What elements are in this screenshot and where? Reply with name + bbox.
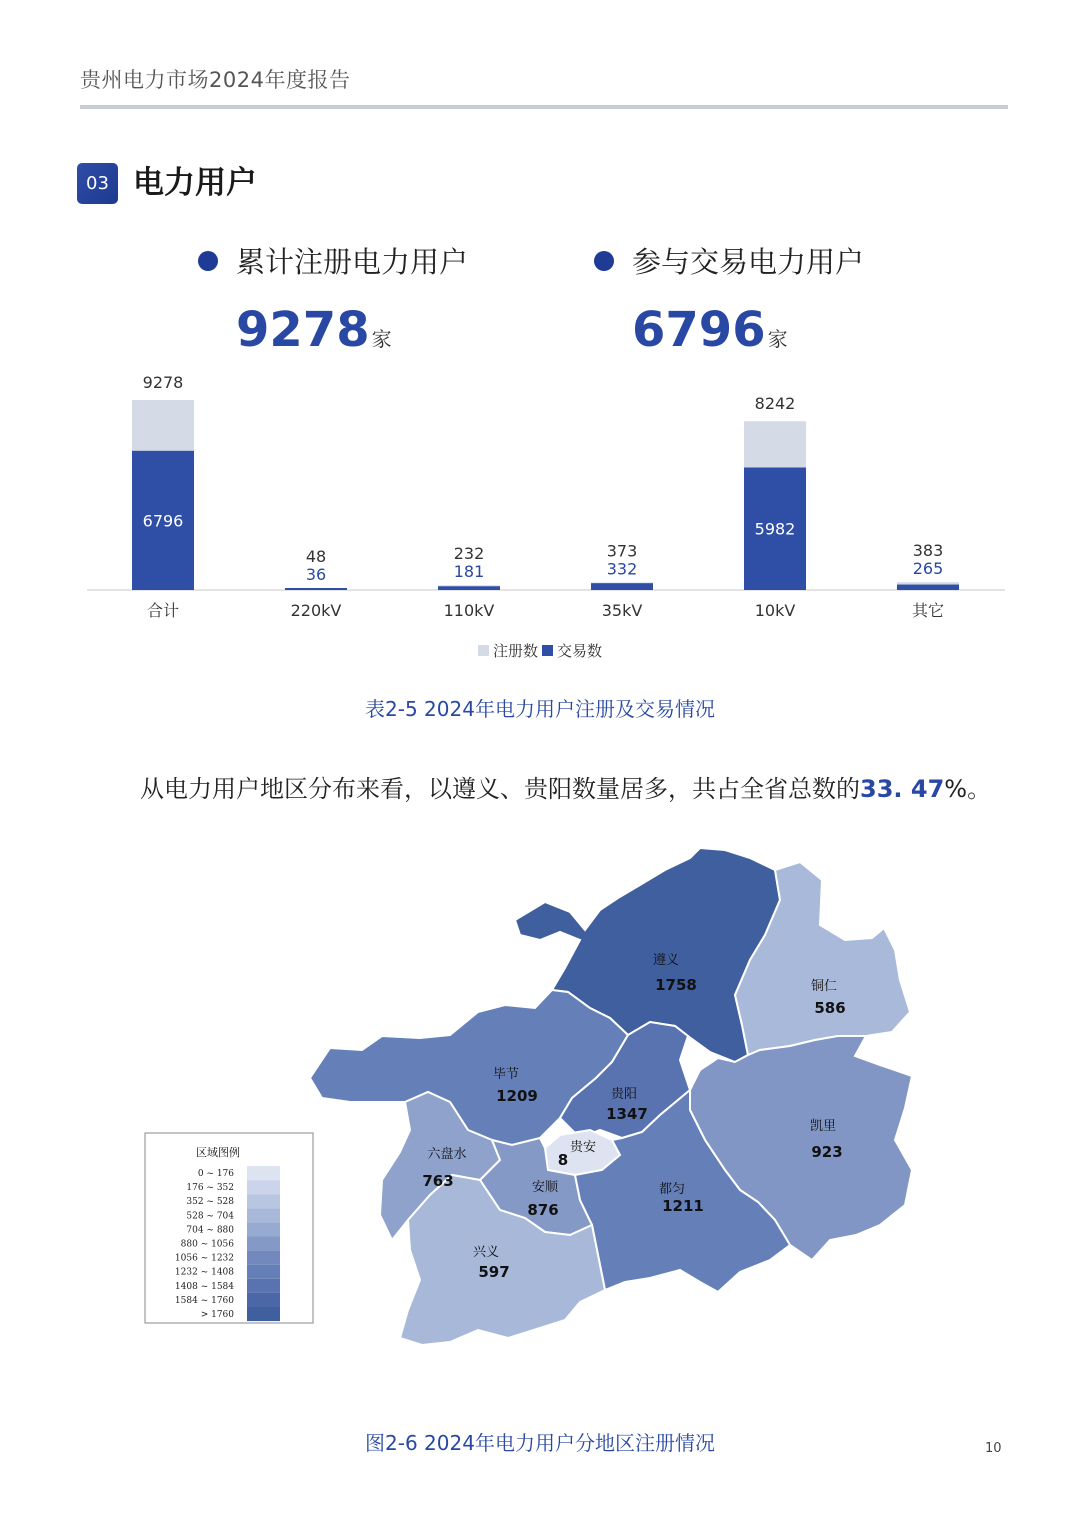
paragraph-highlight: 33. 47: [860, 775, 945, 803]
kpi-trading-label: 参与交易电力用户: [632, 245, 865, 279]
data-label-traded: 5982: [754, 519, 796, 539]
map-legend-range: 704 ~ 880: [186, 1225, 234, 1236]
map-legend-range: 352 ~ 528: [186, 1197, 234, 1208]
page-number: 10: [985, 1441, 1002, 1456]
map-label-zunyi-name: 遵义: [652, 953, 680, 968]
category-label: 合计: [146, 601, 180, 620]
section-number-badge: 03: [77, 163, 118, 204]
map-label-zunyi-value: 1758: [655, 976, 697, 994]
map-label-anshun-value: 876: [527, 1201, 559, 1219]
map-legend-swatch: [247, 1237, 280, 1251]
distribution-paragraph: [140, 773, 991, 805]
map-label-duyun-value: 1211: [662, 1197, 704, 1215]
map-label-guian-name: 贵安: [569, 1140, 597, 1155]
header-divider: [80, 105, 1008, 109]
kpi-registered-value: [236, 302, 392, 367]
paragraph-tail: %。: [944, 775, 992, 803]
kpi-registered-unit: 家: [371, 327, 392, 351]
map-label-xingyi-name: 兴义: [472, 1245, 500, 1260]
map-legend-swatch: [247, 1293, 280, 1307]
chart-legend: [478, 640, 602, 661]
data-label-traded: 181: [453, 562, 485, 582]
map-legend-swatch: [247, 1180, 280, 1194]
map-label-xingyi-value: 597: [478, 1263, 510, 1281]
kpi-registered-label: 累计注册电力用户: [236, 245, 469, 279]
chart-caption: 表2-5 2024年电力用户注册及交易情况: [365, 697, 715, 721]
map-label-duyun-name: 都匀: [658, 1182, 686, 1197]
bar-chart: [0, 360, 1080, 640]
data-label-registered: 9278: [142, 373, 184, 392]
map-label-bijie-value: 1209: [496, 1087, 538, 1105]
map-caption: 图2-6 2024年电力用户分地区注册情况: [365, 1431, 715, 1455]
map-label-tongren-value: 586: [814, 999, 846, 1017]
map-legend-swatch: [247, 1307, 280, 1321]
data-label-registered: 8242: [754, 394, 796, 414]
map-label-bijie-name: 毕节: [492, 1067, 520, 1082]
map-label-liupanshui-value: 763: [422, 1172, 454, 1190]
kpi-bullet-icon: [594, 251, 614, 271]
map-legend-range: 1056 ~ 1232: [174, 1253, 234, 1264]
map-legend-swatch: [247, 1208, 280, 1222]
section-title: 电力用户: [133, 165, 257, 201]
map-label-anshun-name: 安顺: [531, 1180, 559, 1195]
bar-traded: [438, 586, 500, 590]
map-legend-range: 880 ~ 1056: [180, 1239, 234, 1250]
map-legend-swatch: [247, 1166, 280, 1180]
guizhou-choropleth-map: [0, 840, 1080, 1360]
data-label-traded: 6796: [142, 511, 184, 531]
legend-label-traded: 交易数: [557, 642, 603, 660]
map-legend-swatch: [247, 1265, 280, 1279]
bar-traded: [285, 588, 347, 590]
data-label-registered: 48: [305, 547, 327, 566]
category-label: 其它: [911, 601, 945, 620]
map-legend-range: 1584 ~ 1760: [174, 1295, 234, 1306]
category-label: 110kV: [443, 601, 495, 620]
paragraph-text: 从电力用户地区分布来看，以遵义、贵阳数量居多，共占全省总数的: [140, 775, 860, 803]
data-label-registered: 373: [606, 541, 638, 561]
map-legend-swatch: [247, 1279, 280, 1293]
map-legend-range: 1232 ~ 1408: [174, 1267, 234, 1278]
legend-swatch-traded: [542, 645, 553, 656]
map-label-kaili-value: 923: [811, 1143, 843, 1161]
map-legend-range: 1408 ~ 1584: [174, 1281, 234, 1292]
bar-traded: [591, 583, 653, 590]
map-legend-swatch: [247, 1251, 280, 1265]
map-label-tongren-name: 铜仁: [810, 979, 838, 994]
map-legend-range: > 1760: [200, 1310, 234, 1320]
map-label-guiyang-value: 1347: [606, 1105, 648, 1123]
data-label-traded: 265: [912, 559, 944, 579]
map-legend-swatch: [247, 1222, 280, 1236]
data-label-registered: 383: [912, 541, 944, 561]
report-title: 贵州电力市场2024年度报告: [80, 68, 351, 92]
category-label: 10kV: [754, 601, 796, 620]
map-legend-range: 176 ~ 352: [186, 1183, 234, 1194]
kpi-trading-unit: 家: [767, 327, 788, 351]
legend-label-registered: 注册数: [493, 642, 539, 660]
map-legend: [145, 1133, 313, 1323]
kpi-bullet-icon: [198, 251, 218, 271]
category-label: 220kV: [290, 601, 342, 620]
kpi-trading-value: [632, 302, 788, 367]
map-label-guian-value: 8: [557, 1151, 569, 1169]
map-legend-range: 0 ~ 176: [197, 1169, 234, 1179]
data-label-registered: 232: [453, 544, 485, 564]
map-label-guiyang-name: 贵阳: [610, 1087, 638, 1102]
legend-swatch-registered: [478, 645, 489, 656]
map-legend-title: 区域图例: [196, 1146, 240, 1159]
data-label-traded: 36: [305, 565, 327, 584]
category-label: 35kV: [601, 601, 643, 620]
kpi-registered-number: 9278: [236, 302, 370, 358]
data-label-traded: 332: [606, 559, 638, 579]
bar-traded: [897, 585, 959, 590]
map-label-kaili-name: 凯里: [809, 1119, 837, 1134]
map-label-liupanshui-name: 六盘水: [427, 1147, 467, 1162]
kpi-trading-number: 6796: [632, 302, 766, 358]
map-legend-range: 528 ~ 704: [186, 1211, 234, 1222]
map-legend-swatch: [247, 1194, 280, 1208]
